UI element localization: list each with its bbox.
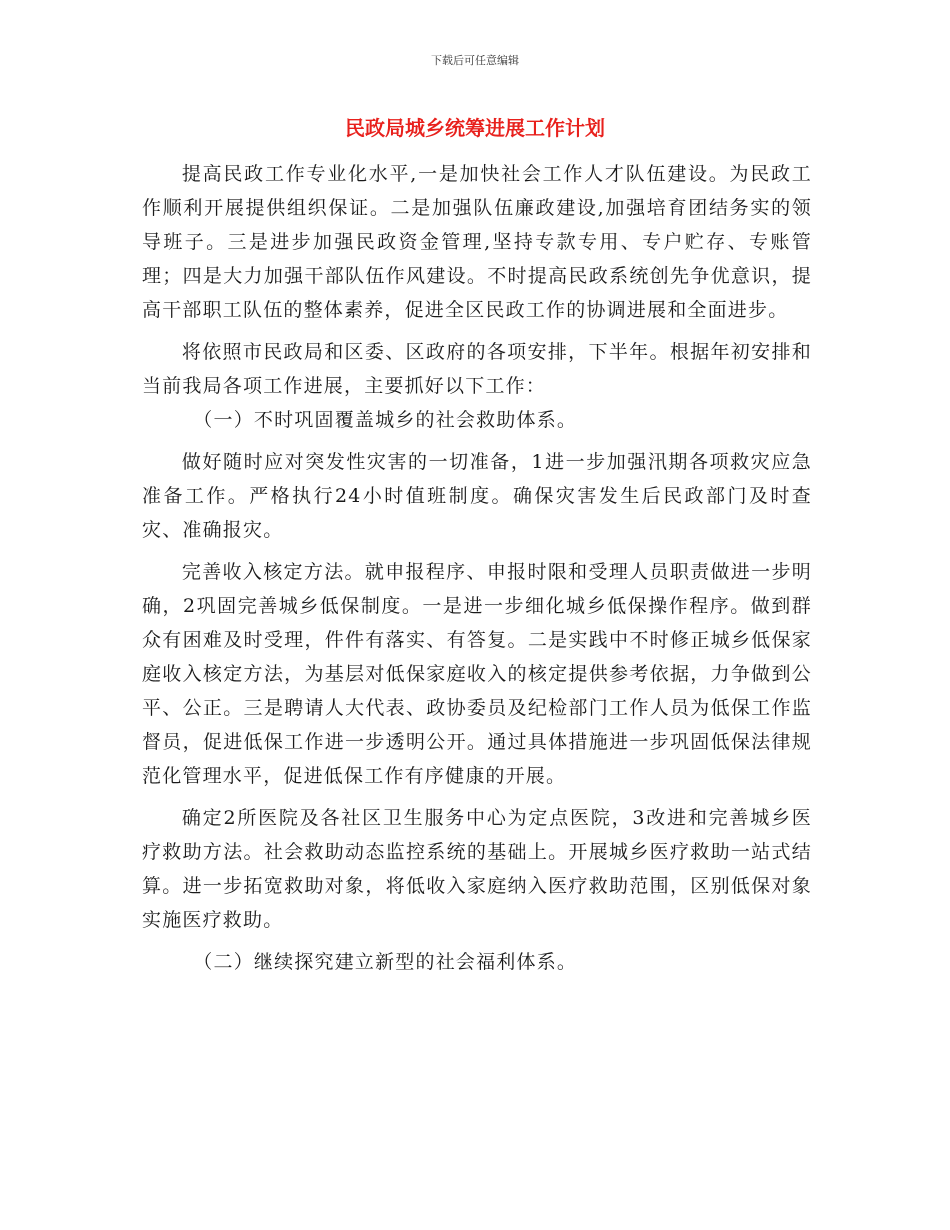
paragraph-5: 确定2所医院及各社区卫生服务中心为定点医院，3改进和完善城乡医疗救助方法。社会救助动态监控系统的基础上。开展城乡医疗救助一站式结算。进一步拓宽救助对象，将低收入家庭纳入医疗救助范围，区别低保对象实施医疗救助。 <box>142 807 812 931</box>
section-heading-1: （一）不时巩固覆盖城乡的社会救助体系。 <box>193 409 578 431</box>
paragraph-1: 提高民政工作专业化水平,一是加快社会工作人才队伍建设。为民政工作顺利开展提供组织保证。二是加强队伍廉政建设,加强培育团结务实的领导班子。三是进步加强民政资金管理,坚持专款专用、专户贮存、专账管理；四是大力加强干部队伍作风建设。不时提高民政系统创先争优意识，提高干部职工队伍的整体素养，促进全区民政工作的协调进展和全面进步。 <box>142 163 812 321</box>
paragraph-2: 将依照市民政局和区委、区政府的各项安排，下半年。根据年初安排和当前我局各项工作进展，主要抓好以下工作： <box>142 341 812 397</box>
document-body <box>142 157 812 979</box>
paragraph-4: 完善收入核定方法。就申报程序、申报时限和受理人员职责做进一步明确，2巩固完善城乡低保制度。一是进一步细化城乡低保操作程序。做到群众有困难及时受理，件件有落实、有答复。二是实践中不时修正城乡低保家庭收入核定方法，为基层对低保家庭收入的核定提供参考依据，力争做到公平、公正。三是聘请人大代表、政协委员及纪检部门工作人员为低保工作监督员，促进低保工作进一步透明公开。通过具体措施进一步巩固低保法律规范化管理水平，促进低保工作有序健康的开展。 <box>142 561 812 787</box>
paragraph-3: 做好随时应对突发性灾害的一切准备，1进一步加强汛期各项救灾应急准备工作。严格执行24小时值班制度。确保灾害发生后民政部门及时查灾、准确报灾。 <box>142 451 812 541</box>
document-title: 民政局城乡统筹进展工作计划 <box>345 116 605 140</box>
header-note: 下载后可任意编辑 <box>431 54 519 67</box>
section-heading-2: （二）继续探究建立新型的社会福利体系。 <box>193 951 578 973</box>
